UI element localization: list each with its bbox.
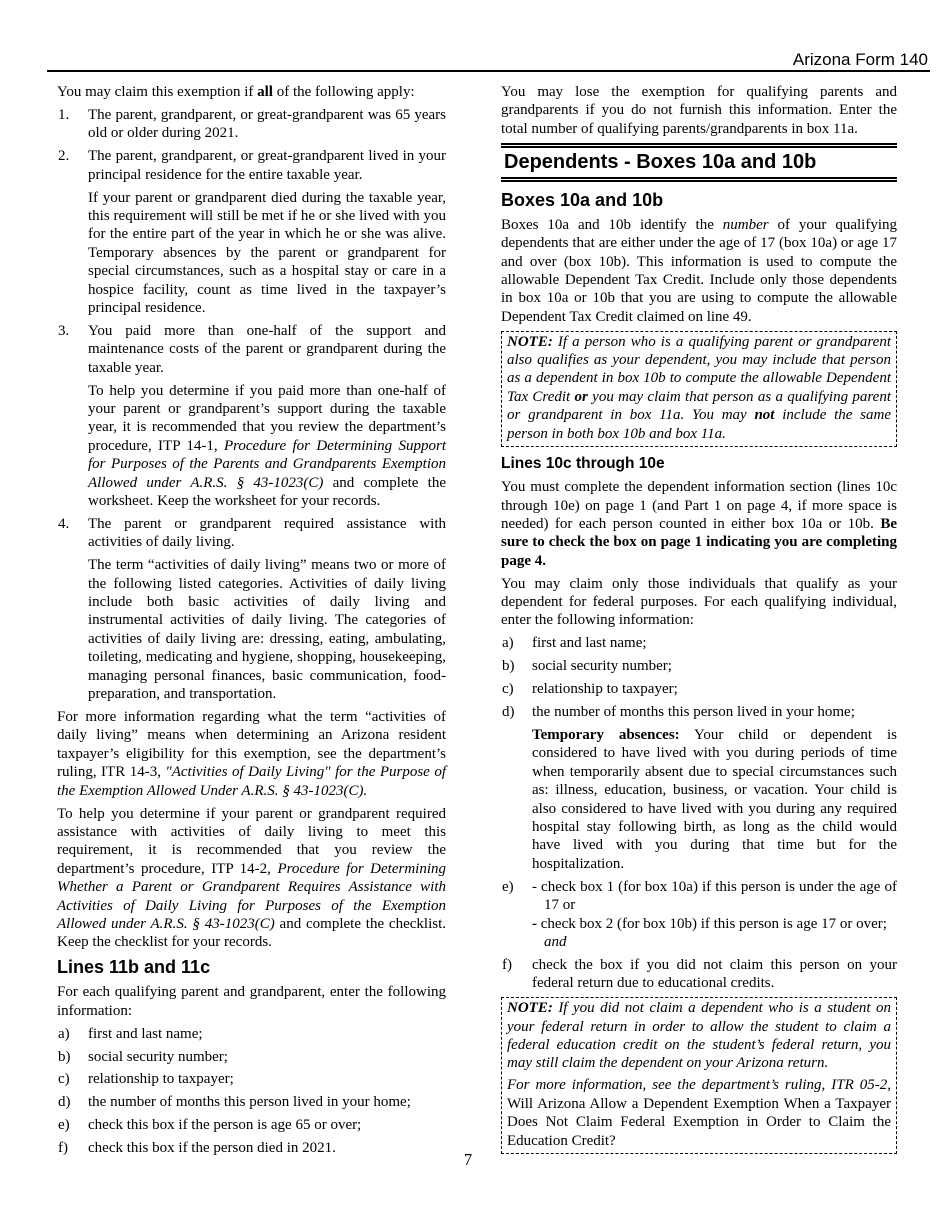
list-marker: b) (502, 658, 515, 675)
paragraph (88, 1025, 446, 1043)
text-segment: first and last name; (88, 1025, 203, 1042)
section-heading: Dependents - Boxes 10a and 10b (501, 143, 897, 182)
list-marker: 1. (58, 106, 70, 123)
list-item (57, 147, 446, 317)
text-segment: You may claim only those individuals that qualify as your dependent for federal purposes. For each qualifying individual, enter the following information: (501, 575, 897, 629)
paragraph (88, 515, 446, 552)
header-rule (47, 70, 930, 72)
paragraph (501, 216, 897, 326)
paragraph (57, 83, 446, 101)
note-box (501, 997, 897, 1154)
paragraph (88, 1116, 446, 1134)
text-segment: the number of months this person lived in your home; (88, 1094, 411, 1111)
text-segment: and complete the worksheet. Keep the worksheet for your records. (88, 474, 446, 510)
text-segment: social security number; (532, 658, 672, 675)
paragraph (532, 956, 897, 993)
page-number: 7 (463, 1150, 473, 1169)
list-marker: e) (58, 1117, 70, 1134)
text-segment: and (544, 933, 567, 950)
text-segment: To help you determine if your parent or grandparent required assistance with activities of daily living to meet this requirement, it is recommended that you review the department’s procedure, ITP 14-2, (57, 805, 446, 877)
paragraph (501, 575, 897, 630)
list-item (57, 1116, 446, 1134)
list-item (501, 634, 897, 652)
text-segment: Temporary absences: (532, 726, 680, 743)
paragraph (507, 333, 891, 443)
list-item (501, 680, 897, 698)
list-item (501, 878, 897, 952)
paragraph (88, 382, 446, 511)
text-segment: If you did not claim a dependent who is a student on your federal return in order to allow the student to claim a federal education credit on the student’s federal return, you may still claim the dependent on your Arizona return. (507, 1000, 892, 1072)
section-heading: Lines 10c through 10e (501, 455, 665, 473)
paragraph (532, 657, 897, 675)
section-heading: Boxes 10a and 10b (501, 189, 664, 210)
list-item (57, 515, 446, 704)
text-segment: first and last name; (532, 635, 647, 652)
list-marker: a) (58, 1025, 70, 1042)
paragraph (532, 726, 897, 873)
list-item (57, 1025, 446, 1043)
list-marker: c) (502, 681, 514, 698)
paragraph (88, 147, 446, 184)
text-segment: You must complete the dependent information section (lines 10c through 10e) on page 1 (and Part 1 on page 4, if more space is needed) for each person counted in either box 10a or 10b. (501, 479, 897, 532)
list-marker: e) (502, 878, 514, 895)
list-marker: d) (58, 1094, 71, 1111)
paragraph (532, 680, 897, 698)
list-marker: 3. (58, 322, 70, 339)
column-left (57, 83, 446, 1162)
paragraph (88, 189, 446, 318)
paragraph (88, 1093, 446, 1111)
list-marker: f) (58, 1140, 68, 1157)
list-marker: 4. (58, 515, 70, 532)
paragraph (507, 999, 891, 1073)
paragraph (88, 1048, 446, 1066)
text-segment: NOTE: (507, 1000, 553, 1017)
text-segment: The term “activities of daily living” means two or more of the following listed categories. Activities of daily living include both basic activities of daily living and instrumental activities of daily living. The categories of activities of daily living are: dressing, eating, ambulating, toileting, medicating and hygiene, shopping, housekeeping, managing personal finances, basic communication, food-preparation, and transportation. (88, 557, 446, 703)
paragraph (88, 322, 446, 377)
list-marker: d) (502, 704, 515, 721)
text-segment: If a person who is a qualifying parent or grandparent also qualifies as your dependent, you may include that person as a dependent in box 10b to compute the allowable Dependent Tax Credit (507, 333, 891, 405)
list-marker: 2. (58, 148, 70, 165)
text-segment: The parent or grandparent required assistance with activities of daily living. (88, 515, 446, 551)
text-segment: You may lose the exemption for qualifying parents and grandparents if you do not furnish this information. Enter the total number of qualifying parents/grandparents in box 11a. (501, 84, 897, 137)
list-item (57, 1048, 446, 1066)
text-segment: the number of months this person lived in your home; (532, 704, 855, 721)
text-segment: or (574, 388, 588, 405)
page-header-title: Arizona Form 140 (792, 50, 928, 69)
text-segment: For more information, see the department’s ruling, ITR 05-2, (507, 1077, 891, 1094)
paragraph (501, 83, 897, 138)
list-marker: b) (58, 1048, 71, 1065)
paragraph (88, 106, 446, 143)
list-item (57, 322, 446, 511)
list-item (501, 657, 897, 675)
text-segment: check the box if you did not claim this person on your federal return due to educational credits. (532, 956, 897, 992)
paragraph (88, 1070, 446, 1088)
text-segment: Procedure for Determining Support for Purposes of the Parents and Grandparents Exemption Allowed under A.R.S. § 43-1023(C) (88, 437, 446, 491)
paragraph (532, 878, 897, 915)
text-segment: relationship to taxpayer; (532, 681, 678, 698)
text-segment: check box 2 (for box 10b) if this person is age 17 or over; (540, 915, 887, 932)
list-item (57, 106, 446, 143)
text-segment: The parent, grandparent, or great-grandparent lived in your principal residence for the entire taxable year. (88, 148, 446, 183)
list-marker: c) (58, 1071, 70, 1088)
text-segment: To help you determine if you paid more than one-half of your parent or grandparent’s support during the taxable year, it is recommended that you review the department’s procedure, ITP 14-1, (88, 382, 446, 454)
list-marker: a) (502, 635, 514, 652)
text-segment: social security number; (88, 1048, 228, 1065)
text-segment: Procedure for Determining Whether a Parent or Grandparent Requires Assistance with Activities of Daily Living for Purposes of the Exemption Allowed under A.R.S. § 43-1023(C) (57, 860, 446, 932)
paragraph (507, 1076, 891, 1150)
text-segment: of the following apply: (272, 84, 415, 100)
text-segment: you may claim that person as a qualifying parent or grandparent in box 11a. You may (507, 388, 891, 424)
text-segment: of your qualifying dependents that are either under the age of 17 (box 10a) or age 17 and over (box 10b). This information is used to compute the allowable Dependent Tax Credit. Include only those dependents in box 10a or 10b that you are using to compute the allowable Dependent Tax Credit claimed on line 49. (501, 216, 897, 325)
text-segment: check this box if the person died in 2021. (88, 1140, 336, 1157)
text-segment: Be sure to check the box on page 1 indicating you are completing page 4. (501, 515, 897, 569)
paragraph (532, 703, 897, 721)
list-item (57, 1093, 446, 1111)
text-segment: number (722, 216, 769, 233)
text-segment: Your child or dependent is considered to have lived with you during periods of time when temporarily absent due to special circumstances such as: illness, education, business, or vacation. Your child is also considered to have lived with you during any required hospital stay following birth, as long as the child would have lived with you during that time but for the hospitalization. (532, 726, 897, 872)
paragraph (501, 478, 897, 570)
text-segment: - check box 1 (for box 10a) if this person is under the age of 17 or (532, 878, 897, 914)
text-segment: Boxes 10a and 10b identify the (501, 216, 723, 233)
text-segment: You may claim this exemption if (57, 84, 258, 100)
text-segment: not (754, 407, 775, 424)
text-segment: include the same person in both box 10b and box 11a. (507, 407, 891, 442)
paragraph (57, 708, 446, 800)
list-item (57, 1070, 446, 1088)
list-marker: f) (502, 956, 512, 973)
text-segment: For more information regarding what the term “activities of daily living” means when determining an Arizona resident taxpayer’s eligibility for this exemption, see the department’s ruling, ITR 14-3, (57, 709, 446, 781)
text-segment: and complete the checklist. Keep the checklist for your records. (57, 915, 446, 951)
list-item (501, 956, 897, 993)
column-right (501, 83, 897, 1161)
text-segment: all (257, 84, 273, 100)
text-segment: For each qualifying parent and grandparent, enter the following information: (57, 984, 446, 1019)
text-segment: relationship to taxpayer; (88, 1071, 234, 1088)
text-segment: You paid more than one-half of the support and maintenance costs of the parent or grandparent during the taxable year. (88, 322, 446, 376)
list-item (501, 703, 897, 873)
text-segment: NOTE: (507, 333, 553, 350)
text-segment: "Activities of Daily Living" for the Purpose of the Exemption Allowed Under A.R.S. § 43-1023(C). (57, 764, 446, 799)
paragraph (532, 915, 897, 952)
paragraph (532, 634, 897, 652)
text-segment: check this box if the person is age 65 or over; (88, 1117, 362, 1134)
paragraph (57, 983, 446, 1020)
paragraph (88, 556, 446, 703)
paragraph (57, 805, 446, 952)
text-segment: If your parent or grandparent died during the taxable year, this requirement will still be met if he or she lived with you for the entire part of the year in which he or she was alive. Temporary absences by the parent or grandparent for special circumstances, such as a hospital stay or care in a hospice facility, count as time lived in the taxpayer’s principal residence. (88, 189, 446, 316)
text-segment: Will Arizona Allow a Dependent Exemption When a Taxpayer Does Not Claim Federal Exemption in Order to Claim the Education Credit? (507, 1095, 891, 1149)
text-segment: The parent, grandparent, or great-grandparent was 65 years old or older during 2021. (88, 106, 446, 142)
note-box (501, 331, 897, 447)
section-heading: Lines 11b and 11c (57, 957, 211, 978)
text-segment: - (532, 915, 541, 932)
